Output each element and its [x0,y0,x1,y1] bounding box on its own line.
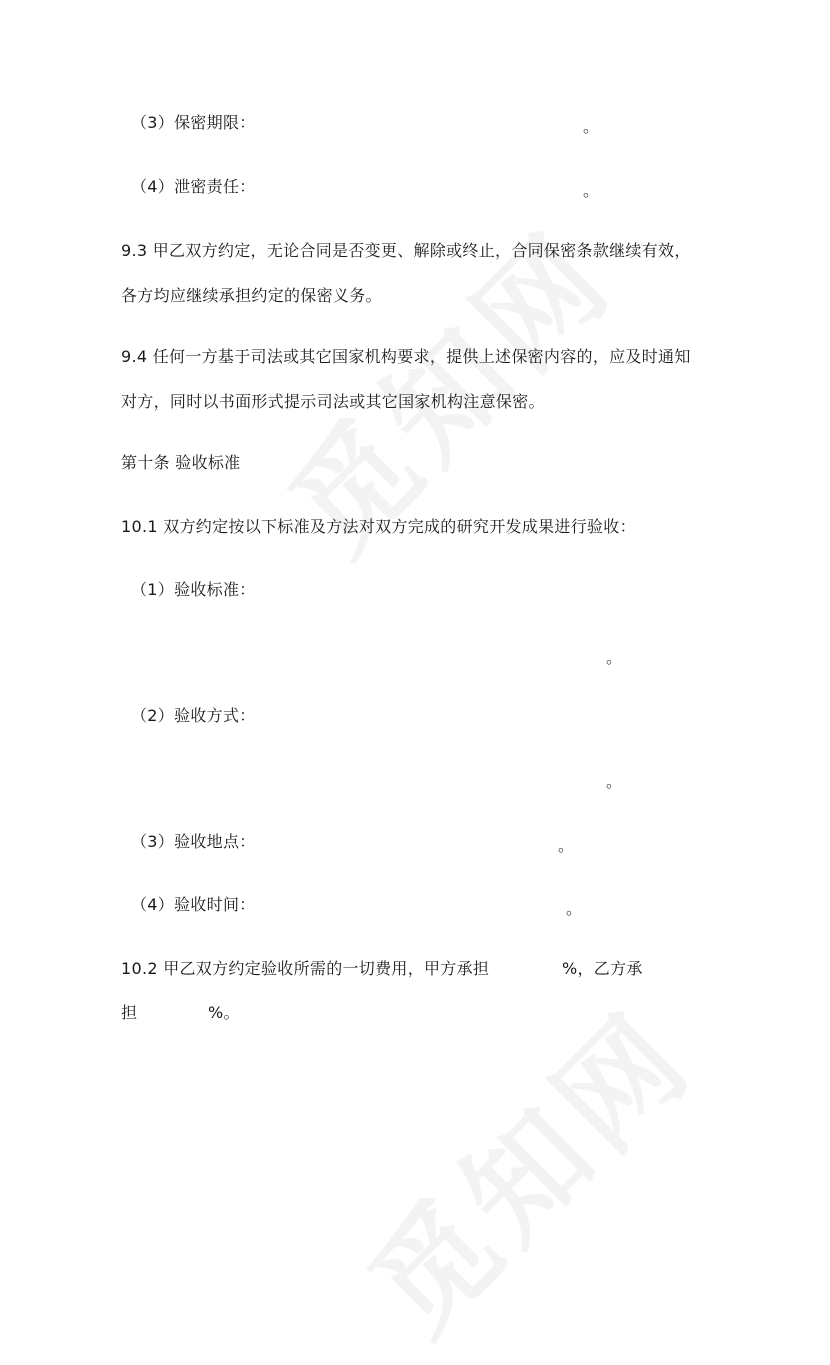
watermark [326,967,723,1364]
acceptance-method-label: （2）验收方式： [131,706,256,725]
clause-10-2-line-1: 10.2 甲乙双方约定验收所需的一切费用，甲方承担 [121,959,490,978]
article-10-heading: 第十条 验收标准 [121,453,241,472]
acceptance-time-end: 。 [566,899,583,918]
acceptance-location-end: 。 [558,836,575,855]
leak-liability-label: （4）泄密责任： [131,177,256,196]
acceptance-method-end: 。 [606,772,623,791]
clause-10-2-party-b-percent: %。 [208,1003,240,1022]
acceptance-standard-end: 。 [606,648,623,667]
confidentiality-term-end: 。 [583,117,600,136]
clause-10-1: 10.1 双方约定按以下标准及方法对双方完成的研究开发成果进行验收： [121,517,636,536]
clause-10-2-line-2: 担 [121,1003,138,1022]
leak-liability-end: 。 [583,181,600,200]
acceptance-standard-label: （1）验收标准： [131,580,256,599]
acceptance-time-label: （4）验收时间： [131,895,256,914]
acceptance-location-label: （3）验收地点： [131,832,256,851]
clause-9-3-line-1: 9.3 甲乙双方约定，无论合同是否变更、解除或终止，合同保密条款继续有效， [121,241,691,260]
confidentiality-term-label: （3）保密期限： [131,113,256,132]
clause-9-4-line-1: 9.4 任何一方基于司法或其它国家机构要求，提供上述保密内容的，应及时通知 [121,347,691,366]
clause-10-2-party-a-percent: %，乙方承 [562,959,643,978]
clause-9-3-line-2: 各方均应继续承担约定的保密义务。 [121,286,382,305]
clause-9-4-line-2: 对方，同时以书面形式提示司法或其它国家机构注意保密。 [121,392,545,411]
